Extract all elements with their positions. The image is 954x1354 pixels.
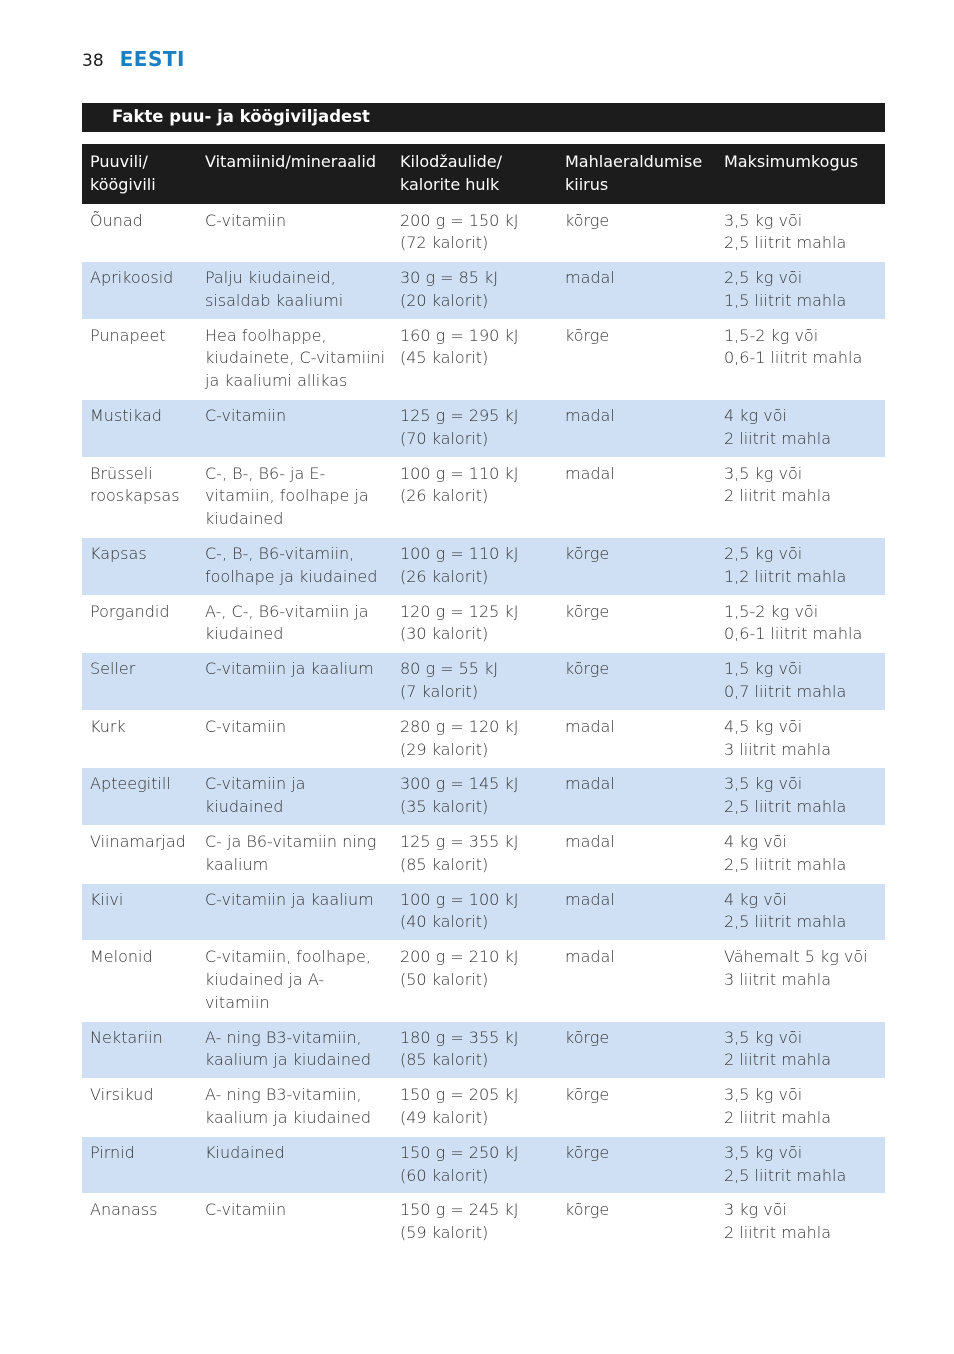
cell-vitamins-minerals <box>197 941 392 1021</box>
column-header-vitamins-minerals <box>197 144 392 204</box>
cell-vitamins-minerals <box>197 204 392 262</box>
cell-text-line: C-vitamiin ja kaalium <box>205 889 374 909</box>
cell-fruit-vegetable <box>82 1021 197 1079</box>
cell-juice-yield-speed <box>557 595 716 653</box>
cell-text-line: 2,5 kg või <box>724 268 803 288</box>
cell-text-line: Mustikad <box>90 406 162 426</box>
cell-text-line: 150 g = 245 kJ <box>400 1200 519 1220</box>
cell-maximum-amount <box>716 768 885 826</box>
table-row <box>82 1136 885 1194</box>
cell-fruit-vegetable <box>82 457 197 537</box>
cell-vitamins-minerals <box>197 595 392 653</box>
cell-text-line: 2 liitrit mahla <box>724 428 832 448</box>
cell-fruit-vegetable <box>82 595 197 653</box>
cell-juice-yield-speed <box>557 204 716 262</box>
cell-text-line: kiudained <box>205 624 284 644</box>
cell-text-line: kõrge <box>565 601 610 621</box>
cell-maximum-amount <box>716 653 885 711</box>
cell-juice-yield-speed <box>557 1194 716 1251</box>
table-row <box>82 262 885 320</box>
cell-text-line: 3 kg või <box>724 1200 787 1220</box>
cell-juice-yield-speed <box>557 883 716 941</box>
table-header-row <box>82 144 885 204</box>
cell-text-line: kõrge <box>565 1085 610 1105</box>
cell-vitamins-minerals <box>197 1079 392 1137</box>
cell-text-line: C-vitamiin ja <box>205 774 306 794</box>
cell-fruit-vegetable <box>82 538 197 596</box>
cell-text-line: ja kaaliumi allikas <box>205 371 348 391</box>
cell-text-line: 3,5 kg või <box>724 1085 803 1105</box>
table-row <box>82 400 885 458</box>
cell-juice-yield-speed <box>557 1079 716 1137</box>
cell-vitamins-minerals <box>197 1136 392 1194</box>
section-title: Fakte puu- ja köögiviljadest <box>82 103 885 132</box>
cell-text-line: 2,5 liitrit mahla <box>724 854 847 874</box>
cell-text-line: madal <box>565 463 615 483</box>
cell-text-line: 0,6-1 liitrit mahla <box>724 624 863 644</box>
column-header-line: Kilodžaulide/ <box>400 152 502 171</box>
column-header-juice-yield-speed <box>557 144 716 204</box>
cell-text-line: C-vitamiin <box>205 210 287 230</box>
cell-text-line: 2 liitrit mahla <box>724 486 832 506</box>
cell-text-line: C-vitamiin <box>205 1200 287 1220</box>
cell-text-line: (85 kalorit) <box>400 854 489 874</box>
cell-juice-yield-speed <box>557 262 716 320</box>
cell-text-line: 100 g = 110 kJ <box>400 544 519 564</box>
column-header-line: köögivili <box>90 174 156 194</box>
column-header-line: kalorite hulk <box>400 174 500 194</box>
cell-text-line: madal <box>565 268 615 288</box>
cell-text-line: (35 kalorit) <box>400 797 489 817</box>
table-row <box>82 457 885 537</box>
cell-juice-yield-speed <box>557 319 716 399</box>
table-row <box>82 883 885 941</box>
cell-juice-yield-speed <box>557 768 716 826</box>
cell-kilojoules-calories <box>392 826 557 884</box>
cell-text-line: 4 kg või <box>724 406 787 426</box>
cell-text-line: Virsikud <box>90 1085 154 1105</box>
cell-maximum-amount <box>716 1021 885 1079</box>
cell-maximum-amount <box>716 319 885 399</box>
cell-maximum-amount <box>716 826 885 884</box>
cell-text-line: 3,5 kg või <box>724 463 803 483</box>
cell-kilojoules-calories <box>392 457 557 537</box>
page-number: 38 <box>82 51 104 71</box>
cell-text-line: Hea foolhappe, <box>205 325 327 345</box>
cell-text-line: kaalium <box>205 854 269 874</box>
cell-text-line: 3,5 kg või <box>724 1142 803 1162</box>
cell-text-line: 125 g = 295 kJ <box>400 406 519 426</box>
column-header-kilojoules-calories <box>392 144 557 204</box>
cell-maximum-amount <box>716 400 885 458</box>
cell-maximum-amount <box>716 204 885 262</box>
cell-maximum-amount <box>716 941 885 1021</box>
cell-kilojoules-calories <box>392 1021 557 1079</box>
cell-text-line: kõrge <box>565 325 610 345</box>
cell-text-line: kiudained <box>205 509 284 529</box>
cell-text-line: 4,5 kg või <box>724 716 803 736</box>
page-header <box>82 47 185 71</box>
cell-vitamins-minerals <box>197 653 392 711</box>
cell-text-line: (70 kalorit) <box>400 428 489 448</box>
cell-fruit-vegetable <box>82 262 197 320</box>
table-row <box>82 538 885 596</box>
cell-text-line: 200 g = 150 kJ <box>400 210 519 230</box>
cell-vitamins-minerals <box>197 1194 392 1251</box>
cell-vitamins-minerals <box>197 457 392 537</box>
cell-text-line: kõrge <box>565 1027 610 1047</box>
table-row <box>82 768 885 826</box>
cell-text-line: Aprikoosid <box>90 268 174 288</box>
table-row <box>82 653 885 711</box>
column-header-maximum-amount <box>716 144 885 204</box>
cell-text-line: Brüsseli <box>90 463 153 483</box>
table-row <box>82 826 885 884</box>
table-row <box>82 1079 885 1137</box>
cell-text-line: 2,5 liitrit mahla <box>724 233 847 253</box>
cell-juice-yield-speed <box>557 941 716 1021</box>
cell-kilojoules-calories <box>392 768 557 826</box>
cell-text-line: 100 g = 100 kJ <box>400 889 519 909</box>
cell-juice-yield-speed <box>557 1136 716 1194</box>
fruit-vegetable-facts-table <box>82 144 885 1251</box>
cell-text-line: A- ning B3-vitamiin, <box>205 1085 362 1105</box>
cell-text-line: foolhape ja kiudained <box>205 566 378 586</box>
cell-kilojoules-calories <box>392 204 557 262</box>
cell-text-line: Kiivi <box>90 889 124 909</box>
cell-text-line: 4 kg või <box>724 832 787 852</box>
column-header-line: kiirus <box>565 174 609 194</box>
table-row <box>82 1021 885 1079</box>
cell-text-line: 1,5-2 kg või <box>724 601 819 621</box>
cell-text-line: (49 kalorit) <box>400 1108 489 1127</box>
cell-text-line: Ananass <box>90 1200 158 1220</box>
cell-text-line: C-vitamiin ja kaalium <box>205 659 374 679</box>
cell-juice-yield-speed <box>557 653 716 711</box>
cell-text-line: 1,2 liitrit mahla <box>724 566 847 586</box>
table-body <box>82 204 885 1251</box>
cell-text-line: kõrge <box>565 1142 610 1162</box>
cell-text-line: 2,5 liitrit mahla <box>724 797 847 817</box>
column-header-line: Maksimumkogus <box>724 152 859 171</box>
column-header-line: Puuvili/ <box>90 152 148 171</box>
cell-maximum-amount <box>716 457 885 537</box>
cell-maximum-amount <box>716 538 885 596</box>
cell-maximum-amount <box>716 595 885 653</box>
cell-text-line: kiudained <box>205 797 284 817</box>
cell-text-line: kaalium ja kiudained <box>205 1050 372 1070</box>
cell-maximum-amount <box>716 710 885 768</box>
cell-fruit-vegetable <box>82 710 197 768</box>
cell-text-line: 80 g = 55 kJ <box>400 659 499 679</box>
cell-kilojoules-calories <box>392 1079 557 1137</box>
cell-text-line: Vähemalt 5 kg või <box>724 947 868 967</box>
cell-text-line: (30 kalorit) <box>400 624 489 644</box>
cell-text-line: 160 g = 190 kJ <box>400 325 519 345</box>
cell-text-line: 4 kg või <box>724 889 787 909</box>
cell-juice-yield-speed <box>557 710 716 768</box>
table-row <box>82 710 885 768</box>
cell-text-line: (26 kalorit) <box>400 486 489 506</box>
cell-maximum-amount <box>716 883 885 941</box>
cell-text-line: (20 kalorit) <box>400 290 489 310</box>
cell-text-line: kõrge <box>565 1200 610 1220</box>
cell-kilojoules-calories <box>392 262 557 320</box>
cell-text-line: (85 kalorit) <box>400 1050 489 1070</box>
cell-text-line: Apteegitill <box>90 774 171 794</box>
cell-maximum-amount <box>716 1136 885 1194</box>
cell-text-line: madal <box>565 889 615 909</box>
cell-kilojoules-calories <box>392 653 557 711</box>
table-row <box>82 319 885 399</box>
cell-fruit-vegetable <box>82 204 197 262</box>
cell-fruit-vegetable <box>82 883 197 941</box>
language-title: EESTI <box>119 47 185 71</box>
cell-vitamins-minerals <box>197 262 392 320</box>
cell-maximum-amount <box>716 1079 885 1137</box>
column-header-line: Mahlaeraldumise <box>565 152 703 171</box>
cell-text-line: 150 g = 205 kJ <box>400 1085 519 1105</box>
cell-text-line: 30 g = 85 kJ <box>400 268 499 288</box>
cell-text-line: Melonid <box>90 947 153 967</box>
cell-vitamins-minerals <box>197 768 392 826</box>
cell-text-line: (45 kalorit) <box>400 348 489 368</box>
cell-fruit-vegetable <box>82 400 197 458</box>
cell-fruit-vegetable <box>82 768 197 826</box>
cell-fruit-vegetable <box>82 941 197 1021</box>
cell-text-line: vitamiin <box>205 992 270 1012</box>
cell-text-line: 150 g = 250 kJ <box>400 1142 519 1162</box>
cell-juice-yield-speed <box>557 1021 716 1079</box>
cell-kilojoules-calories <box>392 1136 557 1194</box>
table-row <box>82 204 885 262</box>
cell-vitamins-minerals <box>197 883 392 941</box>
cell-text-line: Kurk <box>90 716 126 736</box>
cell-text-line: Õunad <box>90 210 143 230</box>
cell-text-line: A-, C-, B6-vitamiin ja <box>205 601 369 621</box>
cell-text-line: 3 liitrit mahla <box>724 739 832 759</box>
cell-text-line: 0,7 liitrit mahla <box>724 682 847 702</box>
cell-text-line: kõrge <box>565 210 610 230</box>
cell-text-line: 1,5 liitrit mahla <box>724 290 847 310</box>
cell-text-line: (60 kalorit) <box>400 1165 489 1185</box>
cell-text-line: 0,6-1 liitrit mahla <box>724 348 863 368</box>
cell-juice-yield-speed <box>557 400 716 458</box>
cell-text-line: 2,5 kg või <box>724 544 803 564</box>
cell-text-line: kõrge <box>565 659 610 679</box>
cell-text-line: Kiudained <box>205 1142 285 1162</box>
cell-fruit-vegetable <box>82 1079 197 1137</box>
cell-text-line: madal <box>565 947 615 967</box>
cell-text-line: 1,5 kg või <box>724 659 803 679</box>
cell-text-line: 3 liitrit mahla <box>724 970 832 990</box>
cell-text-line: Palju kiudaineid, <box>205 268 336 288</box>
cell-text-line: 3,5 kg või <box>724 774 803 794</box>
cell-text-line: 2,5 liitrit mahla <box>724 1165 847 1185</box>
cell-text-line: 280 g = 120 kJ <box>400 716 519 736</box>
cell-text-line: kiudained ja A- <box>205 970 325 990</box>
cell-text-line: 3,5 kg või <box>724 210 803 230</box>
cell-text-line: C-, B-, B6- ja E- <box>205 463 326 483</box>
cell-text-line: C- ja B6-vitamiin ning <box>205 832 377 852</box>
cell-text-line: C-, B-, B6-vitamiin, <box>205 544 355 564</box>
cell-vitamins-minerals <box>197 710 392 768</box>
cell-kilojoules-calories <box>392 538 557 596</box>
cell-text-line: 2 liitrit mahla <box>724 1223 832 1243</box>
cell-text-line: Kapsas <box>90 544 147 564</box>
cell-text-line: madal <box>565 716 615 736</box>
cell-text-line: 100 g = 110 kJ <box>400 463 519 483</box>
cell-text-line: (26 kalorit) <box>400 566 489 586</box>
cell-juice-yield-speed <box>557 826 716 884</box>
cell-vitamins-minerals <box>197 826 392 884</box>
cell-vitamins-minerals <box>197 538 392 596</box>
cell-text-line: A- ning B3-vitamiin, <box>205 1027 362 1047</box>
cell-text-line: (59 kalorit) <box>400 1223 489 1243</box>
cell-kilojoules-calories <box>392 941 557 1021</box>
cell-text-line: rooskapsas <box>90 486 180 506</box>
cell-text-line: 300 g = 145 kJ <box>400 774 519 794</box>
cell-text-line: kaalium ja kiudained <box>205 1108 372 1127</box>
table-row <box>82 595 885 653</box>
cell-maximum-amount <box>716 1194 885 1251</box>
cell-text-line: 200 g = 210 kJ <box>400 947 519 967</box>
table-row <box>82 941 885 1021</box>
cell-vitamins-minerals <box>197 1021 392 1079</box>
cell-fruit-vegetable <box>82 319 197 399</box>
cell-text-line: 2 liitrit mahla <box>724 1050 832 1070</box>
cell-text-line: Seller <box>90 659 136 679</box>
cell-text-line: madal <box>565 406 615 426</box>
cell-text-line: Punapeet <box>90 325 166 345</box>
cell-text-line: 3,5 kg või <box>724 1027 803 1047</box>
cell-text-line: Porgandid <box>90 601 170 621</box>
cell-kilojoules-calories <box>392 319 557 399</box>
cell-text-line: sisaldab kaaliumi <box>205 290 344 310</box>
cell-juice-yield-speed <box>557 457 716 537</box>
cell-text-line: kiudainete, C-vitamiini <box>205 348 386 368</box>
cell-fruit-vegetable <box>82 653 197 711</box>
column-header-line: Vitamiinid/mineraalid <box>205 152 376 171</box>
cell-text-line: (29 kalorit) <box>400 739 489 759</box>
cell-kilojoules-calories <box>392 595 557 653</box>
cell-text-line: kõrge <box>565 544 610 564</box>
cell-text-line: 125 g = 355 kJ <box>400 832 519 852</box>
cell-text-line: C-vitamiin <box>205 716 287 736</box>
cell-text-line: C-vitamiin, foolhape, <box>205 947 371 967</box>
cell-maximum-amount <box>716 262 885 320</box>
cell-text-line: madal <box>565 832 615 852</box>
cell-text-line: 2,5 liitrit mahla <box>724 912 847 932</box>
cell-text-line: vitamiin, foolhape ja <box>205 486 369 506</box>
cell-juice-yield-speed <box>557 538 716 596</box>
cell-text-line: 1,5-2 kg või <box>724 325 819 345</box>
cell-text-line: Pirnid <box>90 1142 135 1162</box>
cell-text-line: C-vitamiin <box>205 406 287 426</box>
cell-text-line: Nektariin <box>90 1027 163 1047</box>
cell-text-line: Viinamarjad <box>90 832 186 852</box>
cell-kilojoules-calories <box>392 710 557 768</box>
table-row <box>82 1194 885 1251</box>
cell-fruit-vegetable <box>82 1136 197 1194</box>
cell-kilojoules-calories <box>392 400 557 458</box>
cell-kilojoules-calories <box>392 883 557 941</box>
cell-vitamins-minerals <box>197 319 392 399</box>
cell-fruit-vegetable <box>82 1194 197 1251</box>
cell-text-line: (40 kalorit) <box>400 912 489 932</box>
cell-vitamins-minerals <box>197 400 392 458</box>
cell-text-line: (50 kalorit) <box>400 970 489 990</box>
cell-text-line: madal <box>565 774 615 794</box>
cell-text-line: 2 liitrit mahla <box>724 1108 832 1127</box>
cell-text-line: 180 g = 355 kJ <box>400 1027 519 1047</box>
cell-fruit-vegetable <box>82 826 197 884</box>
cell-text-line: 120 g = 125 kJ <box>400 601 519 621</box>
cell-text-line: (7 kalorit) <box>400 682 479 702</box>
column-header-fruit-vegetable <box>82 144 197 204</box>
cell-text-line: (72 kalorit) <box>400 233 489 253</box>
cell-kilojoules-calories <box>392 1194 557 1251</box>
